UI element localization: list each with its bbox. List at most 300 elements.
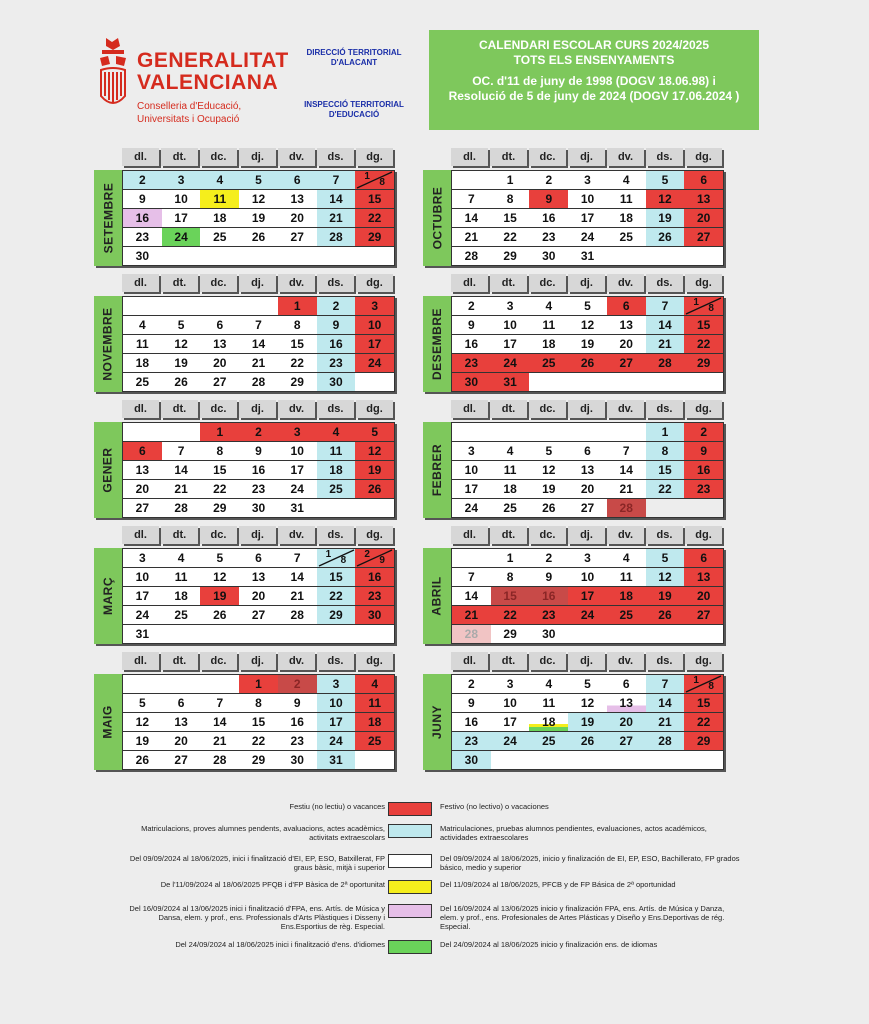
day-cell: 5	[568, 297, 607, 315]
day-cell: 1 8	[684, 297, 723, 315]
day-cell	[607, 373, 646, 391]
week-row	[123, 625, 394, 644]
day-cell: 11	[491, 461, 530, 479]
day-cell: 2	[529, 171, 568, 189]
day-cell: 29	[239, 751, 278, 769]
weekday-header: dc.	[529, 526, 566, 544]
week-row	[452, 499, 723, 518]
weekday-header: dj.	[568, 400, 605, 418]
weekday-header: dv.	[278, 526, 315, 544]
legend-swatch	[388, 940, 432, 954]
week-row	[123, 751, 394, 770]
day-cell: 28	[646, 732, 685, 750]
weekday-header: dv.	[607, 148, 644, 166]
day-cell: 14	[646, 694, 685, 712]
day-cell: 7	[239, 316, 278, 334]
weekday-header: ds.	[646, 526, 683, 544]
day-cell: 27	[278, 228, 317, 246]
day-cell: 21	[646, 713, 685, 731]
weekday-header: dt.	[490, 274, 527, 292]
day-cell: 17	[452, 480, 491, 498]
day-cell: 15	[684, 316, 723, 334]
month-label: FEBRER	[423, 422, 451, 518]
day-cell: 21	[200, 732, 239, 750]
day-cell: 28	[646, 354, 685, 372]
calendar-subtitle: TOTS ELS ENSENYAMENTS	[513, 53, 675, 67]
day-cell: 19	[200, 587, 239, 605]
day-cell	[529, 373, 568, 391]
day-cell: 16	[123, 209, 162, 227]
day-cell: 20	[607, 335, 646, 353]
day-cell: 23	[278, 732, 317, 750]
day-cell: 15	[317, 568, 356, 586]
day-cell: 14	[239, 335, 278, 353]
day-cell: 14	[200, 713, 239, 731]
inspeccio-territorial: INSPECCIÓ TERRITORIAL D'EDUCACIÓ	[304, 100, 404, 119]
week-row	[123, 568, 394, 587]
day-cell: 10	[162, 190, 201, 208]
legend-text-catalan: Del 24/09/2024 al 18/06/2025 inici i finalització d'ens. d'idiomes	[175, 940, 385, 949]
weekday-header: dj.	[568, 652, 605, 670]
day-cell: 6	[278, 171, 317, 189]
week-row	[123, 549, 394, 568]
day-cell	[355, 373, 394, 391]
day-cell	[684, 625, 723, 643]
day-cell: 24	[123, 606, 162, 624]
day-cell: 20	[568, 480, 607, 498]
day-cell: 26	[355, 480, 394, 498]
day-cell: 4	[607, 171, 646, 189]
day-cell: 6	[200, 316, 239, 334]
day-cell: 4	[123, 316, 162, 334]
weekday-header: ds.	[646, 148, 683, 166]
day-cell: 12	[568, 694, 607, 712]
day-cell: 8	[200, 442, 239, 460]
day-cell: 10	[123, 568, 162, 586]
day-cell	[317, 499, 356, 517]
weekday-header: dt.	[490, 652, 527, 670]
day-cell: 28	[607, 499, 646, 517]
weekday-header: dv.	[607, 400, 644, 418]
day-cell: 18	[123, 354, 162, 372]
day-cell: 25	[162, 606, 201, 624]
day-cell: 11	[529, 694, 568, 712]
week-row	[452, 625, 723, 644]
day-cell: 4	[317, 423, 356, 441]
day-cell: 12	[123, 713, 162, 731]
day-cell: 2	[452, 675, 491, 693]
day-cell: 28	[278, 606, 317, 624]
day-cell: 10	[568, 190, 607, 208]
day-cell: 29	[491, 247, 530, 265]
week-row	[123, 732, 394, 751]
day-cell: 12	[646, 190, 685, 208]
weekday-header: dt.	[161, 526, 198, 544]
weekday-header: ds.	[317, 274, 354, 292]
day-cell: 30	[529, 247, 568, 265]
day-cell: 8	[491, 190, 530, 208]
day-cell: 13	[607, 316, 646, 334]
day-cell: 31	[278, 499, 317, 517]
month-days-grid	[122, 170, 395, 266]
weekday-header: ds.	[646, 652, 683, 670]
day-cell: 19	[239, 209, 278, 227]
day-cell: 11	[607, 568, 646, 586]
day-cell	[278, 625, 317, 643]
day-cell: 3	[123, 549, 162, 567]
day-cell: 27	[239, 606, 278, 624]
day-cell: 11	[317, 442, 356, 460]
legend-text-spanish: Matriculaciones, pruebas alumnos pendientes, evaluaciones, actos académicos, actividades extraescolares	[440, 824, 707, 842]
day-cell	[568, 423, 607, 441]
legend-text-catalan: Matriculacions, proves alumnes pendents, avaluacions, actes acadèmics, activitats extraescolars	[141, 824, 385, 842]
day-cell: 4	[355, 675, 394, 693]
day-cell: 2	[317, 297, 356, 315]
day-cell: 14	[278, 568, 317, 586]
day-cell: 17	[355, 335, 394, 353]
day-cell: 24	[355, 354, 394, 372]
day-cell: 18	[529, 713, 568, 731]
day-cell: 16	[278, 713, 317, 731]
day-cell: 16	[452, 335, 491, 353]
weekday-header: dg.	[356, 148, 393, 166]
day-cell: 16	[239, 461, 278, 479]
day-cell	[200, 247, 239, 265]
weekday-header: dg.	[685, 526, 722, 544]
day-cell: 24	[568, 228, 607, 246]
day-cell: 4	[200, 171, 239, 189]
day-cell: 5	[162, 316, 201, 334]
weekday-header: dl.	[451, 274, 488, 292]
day-cell: 23	[239, 480, 278, 498]
weekday-header: dj.	[239, 400, 276, 418]
weekday-header: dg.	[356, 400, 393, 418]
legend-text-catalan: De l'11/09/2024 al 18/06/2025 PFQB i d'FP Bàsica de 2ª oportunitat	[160, 880, 385, 889]
day-cell: 27	[607, 354, 646, 372]
month-days-grid	[122, 548, 395, 644]
day-cell: 26	[123, 751, 162, 769]
day-cell: 25	[529, 732, 568, 750]
day-cell: 15	[278, 335, 317, 353]
day-cell	[355, 247, 394, 265]
day-cell: 10	[355, 316, 394, 334]
day-cell: 13	[684, 190, 723, 208]
day-cell: 26	[200, 606, 239, 624]
day-cell: 22	[684, 713, 723, 731]
day-cell: 28	[452, 625, 491, 643]
week-row	[452, 549, 723, 568]
day-cell: 20	[278, 209, 317, 227]
legend-text-spanish: Festivo (no lectivo) o vacaciones	[440, 802, 549, 811]
day-cell: 18	[491, 480, 530, 498]
day-cell: 28	[239, 373, 278, 391]
weekday-header: dj.	[568, 148, 605, 166]
day-cell	[239, 297, 278, 315]
page-header	[0, 0, 869, 140]
day-cell: 14	[452, 209, 491, 227]
day-cell: 11	[529, 316, 568, 334]
day-cell	[200, 675, 239, 693]
day-cell: 18	[162, 587, 201, 605]
day-cell: 6	[684, 171, 723, 189]
day-cell: 15	[684, 694, 723, 712]
weekday-header: ds.	[317, 652, 354, 670]
day-cell: 1	[646, 423, 685, 441]
day-cell: 11	[607, 190, 646, 208]
day-cell: 6	[607, 675, 646, 693]
weekday-header: dt.	[490, 400, 527, 418]
day-cell: 2	[684, 423, 723, 441]
day-cell: 28	[162, 499, 201, 517]
legend-text-catalan: Del 09/09/2024 al 18/06/2025, inici i finalització d'EI, EP, ESO, Batxillerat, FP graus bàsic, mitjà i superior	[129, 854, 385, 872]
day-cell: 30	[355, 606, 394, 624]
week-row	[123, 461, 394, 480]
day-cell: 22	[355, 209, 394, 227]
weekday-header: ds.	[646, 400, 683, 418]
direccio-territorial: DIRECCIÓ TERRITORIAL D'ALACANT	[306, 48, 402, 67]
day-cell	[317, 625, 356, 643]
day-cell: 13	[607, 694, 646, 712]
week-row	[452, 316, 723, 335]
day-cell: 23	[317, 354, 356, 372]
day-cell: 26	[646, 228, 685, 246]
week-row	[452, 373, 723, 392]
week-row	[123, 209, 394, 228]
day-cell: 19	[355, 461, 394, 479]
day-cell	[162, 297, 201, 315]
week-row	[452, 247, 723, 266]
day-cell: 13	[162, 713, 201, 731]
day-cell: 22	[278, 354, 317, 372]
week-row	[123, 316, 394, 335]
weekday-header: dv.	[278, 400, 315, 418]
day-cell	[162, 675, 201, 693]
weekday-header: dl.	[451, 526, 488, 544]
day-cell: 5	[646, 171, 685, 189]
day-cell: 16	[684, 461, 723, 479]
legend-swatch	[388, 904, 432, 918]
weekday-header: dv.	[278, 652, 315, 670]
day-cell	[568, 373, 607, 391]
day-cell: 4	[491, 442, 530, 460]
day-cell: 19	[123, 732, 162, 750]
day-cell: 8	[278, 316, 317, 334]
day-cell: 14	[452, 587, 491, 605]
day-cell: 26	[568, 354, 607, 372]
day-cell: 24	[491, 354, 530, 372]
day-cell: 9	[452, 316, 491, 334]
day-cell	[355, 751, 394, 769]
day-cell: 17	[491, 335, 530, 353]
day-cell: 18	[529, 335, 568, 353]
day-cell: 24	[568, 606, 607, 624]
week-row	[123, 335, 394, 354]
week-row	[123, 442, 394, 461]
weekday-header: dg.	[356, 652, 393, 670]
day-cell: 7	[452, 190, 491, 208]
week-row	[452, 713, 723, 732]
day-cell: 25	[529, 354, 568, 372]
day-cell: 13	[568, 461, 607, 479]
day-cell: 12	[200, 568, 239, 586]
day-cell: 7	[646, 675, 685, 693]
day-cell: 16	[529, 209, 568, 227]
weekday-header: ds.	[317, 526, 354, 544]
day-cell	[200, 297, 239, 315]
day-cell: 17	[162, 209, 201, 227]
day-cell: 1	[491, 549, 530, 567]
day-cell: 18	[607, 209, 646, 227]
month-label: MARÇ	[94, 548, 122, 644]
day-cell: 29	[684, 354, 723, 372]
weekday-header: dl.	[122, 526, 159, 544]
day-cell: 3	[355, 297, 394, 315]
day-cell: 2 9	[355, 549, 394, 567]
day-cell: 16	[317, 335, 356, 353]
day-cell: 3	[568, 171, 607, 189]
day-cell: 25	[317, 480, 356, 498]
month-days-grid	[451, 170, 724, 266]
day-cell: 27	[684, 606, 723, 624]
day-cell: 7	[452, 568, 491, 586]
day-cell: 18	[317, 461, 356, 479]
day-cell: 5	[200, 549, 239, 567]
organization-name: GENERALITAT VALENCIANA	[137, 49, 289, 94]
weekday-header: dt.	[490, 526, 527, 544]
day-cell: 29	[200, 499, 239, 517]
legal-ref-2: Resolució de 5 de juny de 2024 (DOGV 17.06.2024 )	[448, 89, 740, 103]
day-cell	[162, 423, 201, 441]
week-row	[452, 461, 723, 480]
day-cell: 31	[568, 247, 607, 265]
day-cell: 6	[607, 297, 646, 315]
day-cell: 3	[491, 297, 530, 315]
weekday-header: dl.	[122, 274, 159, 292]
day-cell: 28	[317, 228, 356, 246]
weekday-header: ds.	[317, 400, 354, 418]
week-row	[452, 171, 723, 190]
weekday-header: dv.	[278, 148, 315, 166]
week-row	[123, 171, 394, 190]
day-cell: 1 8	[317, 549, 356, 567]
day-cell	[568, 625, 607, 643]
day-cell: 6	[162, 694, 201, 712]
month-days-grid	[122, 296, 395, 392]
day-cell: 22	[317, 587, 356, 605]
month-label: MAIG	[94, 674, 122, 770]
day-cell: 23	[123, 228, 162, 246]
day-cell: 13	[684, 568, 723, 586]
day-cell: 19	[646, 587, 685, 605]
day-cell: 20	[684, 209, 723, 227]
day-cell: 20	[200, 354, 239, 372]
day-cell: 17	[317, 713, 356, 731]
weekday-header: dt.	[161, 274, 198, 292]
weekday-header: dv.	[607, 526, 644, 544]
day-cell	[491, 423, 530, 441]
month-label: JUNY	[423, 674, 451, 770]
month-label: SETEMBRE	[94, 170, 122, 266]
day-cell: 21	[162, 480, 201, 498]
week-row	[123, 190, 394, 209]
day-cell: 25	[123, 373, 162, 391]
day-cell: 25	[607, 606, 646, 624]
day-cell: 21	[278, 587, 317, 605]
weekday-header: dg.	[356, 274, 393, 292]
weekday-header: dl.	[451, 400, 488, 418]
day-cell	[278, 247, 317, 265]
weekday-header: dc.	[529, 274, 566, 292]
weekday-header: dg.	[356, 526, 393, 544]
week-row	[452, 190, 723, 209]
week-row	[123, 247, 394, 266]
day-cell	[452, 423, 491, 441]
day-cell: 11	[162, 568, 201, 586]
month-days-grid	[451, 296, 724, 392]
legend-text-catalan: Festiu (no lectiu) o vacances	[289, 802, 385, 811]
day-cell: 17	[278, 461, 317, 479]
day-cell: 26	[568, 732, 607, 750]
day-cell: 15	[491, 587, 530, 605]
day-cell: 17	[568, 209, 607, 227]
day-cell: 26	[529, 499, 568, 517]
day-cell: 9	[529, 568, 568, 586]
day-cell: 24	[452, 499, 491, 517]
day-cell: 24	[317, 732, 356, 750]
day-cell: 29	[278, 373, 317, 391]
day-cell	[684, 499, 723, 517]
week-row	[123, 373, 394, 392]
day-cell: 29	[684, 732, 723, 750]
day-cell: 21	[452, 606, 491, 624]
day-cell	[684, 751, 723, 769]
day-cell	[200, 625, 239, 643]
day-cell: 9	[123, 190, 162, 208]
day-cell: 29	[491, 625, 530, 643]
day-cell: 27	[684, 228, 723, 246]
day-cell: 16	[355, 568, 394, 586]
day-cell	[452, 171, 491, 189]
day-cell: 10	[491, 694, 530, 712]
day-cell: 10	[278, 442, 317, 460]
day-cell: 30	[278, 751, 317, 769]
day-cell: 11	[123, 335, 162, 353]
calendar-title: CALENDARI ESCOLAR CURS 2024/2025	[478, 38, 710, 52]
week-row	[123, 675, 394, 694]
weekday-header: dv.	[278, 274, 315, 292]
day-cell: 1 8	[355, 171, 394, 189]
week-row	[123, 297, 394, 316]
day-cell: 2	[452, 297, 491, 315]
day-cell: 23	[452, 354, 491, 372]
day-cell: 15	[239, 713, 278, 731]
day-cell: 28	[452, 247, 491, 265]
month-days-grid	[122, 422, 395, 518]
day-cell	[568, 751, 607, 769]
day-cell: 23	[529, 606, 568, 624]
day-cell: 21	[646, 335, 685, 353]
day-cell: 6	[568, 442, 607, 460]
weekday-header: dj.	[239, 652, 276, 670]
day-cell: 8	[239, 694, 278, 712]
weekday-header: dl.	[122, 400, 159, 418]
day-cell: 31	[491, 373, 530, 391]
weekday-header: dc.	[200, 652, 237, 670]
day-cell: 5	[355, 423, 394, 441]
day-cell: 9	[529, 190, 568, 208]
day-cell: 9	[684, 442, 723, 460]
week-row	[452, 423, 723, 442]
